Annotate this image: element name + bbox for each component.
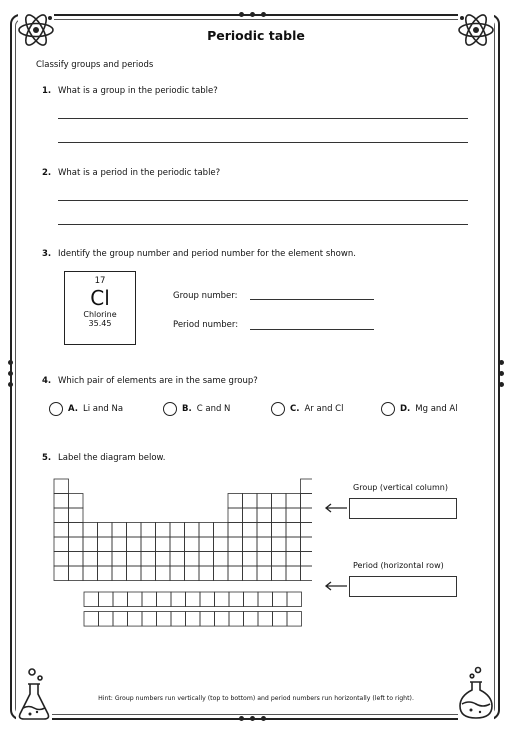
table-cell: [272, 494, 287, 509]
table-cell: [171, 592, 186, 607]
hint-text: Hint: Group numbers run vertically (top to bottom) and period numbers run horizontally (left to right).: [98, 695, 414, 702]
option-text: Li and Na: [82, 404, 124, 414]
table-cell: [229, 612, 244, 627]
table-cell: [228, 566, 243, 581]
table-cell: [112, 566, 127, 581]
periodic-table-diagram: [50, 476, 312, 636]
question-text: What is a group in the periodic table?: [58, 86, 218, 96]
table-cell: [257, 552, 272, 567]
table-cell: [199, 566, 214, 581]
table-cell: [128, 592, 143, 607]
table-cell: [99, 592, 114, 607]
table-cell: [170, 552, 185, 567]
table-cell: [156, 552, 171, 567]
table-cell: [185, 566, 200, 581]
table-cell: [69, 494, 84, 509]
table-cell: [128, 612, 143, 627]
table-cell: [214, 523, 229, 538]
question-text: Label the diagram below.: [58, 453, 166, 463]
table-cell: [141, 523, 156, 538]
table-cell: [272, 537, 287, 552]
table-cell: [301, 552, 313, 567]
table-cell: [98, 566, 113, 581]
table-cell: [69, 552, 84, 567]
question-number: 1.: [42, 86, 52, 96]
arrow-left-icon: [324, 580, 348, 592]
flask-icon: [12, 664, 56, 722]
table-cell: [214, 552, 229, 567]
table-cell: [215, 592, 230, 607]
table-cell: [243, 537, 258, 552]
table-cell: [185, 523, 200, 538]
answer-line[interactable]: [58, 224, 468, 225]
table-cell: [272, 566, 287, 581]
table-cell: [243, 494, 258, 509]
period-number-line[interactable]: [250, 329, 374, 330]
table-cell: [54, 494, 69, 509]
option-text: Ar and Cl: [304, 404, 344, 414]
option-text: Mg and Al: [415, 404, 458, 414]
period-answer-box[interactable]: [349, 576, 457, 597]
table-cell: [69, 537, 84, 552]
table-cell: [54, 479, 69, 494]
table-cell: [156, 537, 171, 552]
table-cell: [257, 566, 272, 581]
option-letter: A.: [68, 404, 78, 414]
table-cell: [286, 508, 301, 523]
table-cell: [69, 566, 84, 581]
table-cell: [141, 552, 156, 567]
table-cell: [185, 537, 200, 552]
table-cell: [112, 537, 127, 552]
radio-circle[interactable]: [49, 402, 63, 416]
table-cell: [186, 612, 201, 627]
right-dots: [499, 360, 504, 387]
table-cell: [257, 523, 272, 538]
table-cell: [127, 537, 142, 552]
table-cell: [243, 552, 258, 567]
table-cell: [244, 612, 259, 627]
table-cell: [170, 537, 185, 552]
atomic-number: 17: [94, 276, 106, 286]
table-cell: [170, 523, 185, 538]
table-cell: [54, 552, 69, 567]
question-1: [42, 86, 218, 96]
question-text: What is a period in the periodic table?: [58, 168, 221, 178]
table-cell: [113, 592, 128, 607]
table-cell: [243, 566, 258, 581]
element-name: Chlorine: [83, 310, 117, 319]
table-cell: [127, 566, 142, 581]
group-answer-box[interactable]: [349, 498, 457, 519]
table-cell: [157, 592, 172, 607]
table-cell: [272, 508, 287, 523]
table-cell: [257, 494, 272, 509]
table-cell: [113, 612, 128, 627]
group-number-label: Group number:: [173, 291, 238, 301]
table-cell: [127, 552, 142, 567]
option-letter: B.: [182, 404, 192, 414]
question-5: [42, 453, 165, 463]
table-cell: [170, 566, 185, 581]
table-cell: [228, 494, 243, 509]
bottom-dots: [239, 716, 266, 721]
table-cell: [228, 523, 243, 538]
subtitle: Classify groups and periods: [36, 60, 154, 70]
table-cell: [215, 612, 230, 627]
page-title: Periodic table: [207, 28, 305, 43]
table-cell: [272, 552, 287, 567]
table-cell: [84, 612, 99, 627]
table-cell: [98, 523, 113, 538]
table-cell: [301, 566, 313, 581]
table-cell: [199, 537, 214, 552]
table-cell: [301, 508, 313, 523]
table-cell: [112, 552, 127, 567]
table-cell: [98, 552, 113, 567]
table-cell: [244, 592, 259, 607]
table-cell: [127, 523, 142, 538]
option-letter: D.: [400, 404, 411, 414]
top-dots: [239, 12, 266, 17]
question-4: [42, 376, 258, 386]
element-card: [64, 271, 136, 345]
table-cell: [286, 552, 301, 567]
table-cell: [258, 612, 273, 627]
table-cell: [83, 552, 98, 567]
table-cell: [83, 523, 98, 538]
table-cell: [257, 508, 272, 523]
table-cell: [84, 592, 99, 607]
question-2: [42, 168, 220, 178]
table-cell: [287, 592, 302, 607]
table-cell: [243, 523, 258, 538]
radio-circle[interactable]: [163, 402, 177, 416]
group-number-line[interactable]: [250, 299, 374, 300]
table-cell: [243, 508, 258, 523]
element-symbol: Cl: [90, 286, 110, 310]
question-number: 2.: [42, 168, 52, 178]
table-cell: [157, 612, 172, 627]
table-cell: [272, 523, 287, 538]
table-cell: [301, 494, 313, 509]
table-cell: [142, 592, 157, 607]
table-cell: [54, 566, 69, 581]
table-cell: [83, 537, 98, 552]
answer-line[interactable]: [58, 142, 468, 143]
flask-icon: [454, 664, 498, 722]
table-cell: [286, 523, 301, 538]
answer-line[interactable]: [58, 200, 468, 201]
question-number: 3.: [42, 249, 52, 259]
table-cell: [142, 612, 157, 627]
table-cell: [273, 592, 288, 607]
question-3: [42, 249, 356, 259]
table-cell: [200, 612, 215, 627]
table-cell: [287, 612, 302, 627]
table-cell: [54, 537, 69, 552]
table-cell: [200, 592, 215, 607]
question-number: 4.: [42, 376, 52, 386]
table-cell: [186, 592, 201, 607]
table-cell: [171, 612, 186, 627]
table-cell: [286, 494, 301, 509]
table-cell: [141, 566, 156, 581]
option-text: C and N: [196, 404, 231, 414]
question-number: 5.: [42, 453, 52, 463]
table-cell: [273, 612, 288, 627]
table-cell: [156, 566, 171, 581]
table-cell: [214, 566, 229, 581]
table-cell: [185, 552, 200, 567]
table-cell: [98, 537, 113, 552]
atomic-mass: 35.45: [88, 319, 112, 328]
period-number-label: Period number:: [173, 320, 239, 330]
table-cell: [258, 592, 273, 607]
table-cell: [54, 523, 69, 538]
table-cell: [229, 592, 244, 607]
table-cell: [112, 523, 127, 538]
question-text: Identify the group number and period number for the element shown.: [58, 249, 356, 259]
table-cell: [301, 523, 313, 538]
table-cell: [199, 552, 214, 567]
table-cell: [228, 537, 243, 552]
radio-circle[interactable]: [381, 402, 395, 416]
table-cell: [69, 523, 84, 538]
table-cell: [228, 508, 243, 523]
table-cell: [69, 508, 84, 523]
table-cell: [54, 508, 69, 523]
left-dots: [8, 360, 13, 387]
table-cell: [83, 566, 98, 581]
period-label-text: Period (horizontal row): [353, 561, 444, 570]
radio-circle[interactable]: [271, 402, 285, 416]
table-cell: [257, 537, 272, 552]
group-label-text: Group (vertical column): [353, 483, 448, 492]
table-cell: [301, 537, 313, 552]
table-cell: [286, 537, 301, 552]
option-b[interactable]: [163, 402, 230, 416]
question-text: Which pair of elements are in the same group?: [58, 376, 258, 386]
option-d[interactable]: [381, 402, 458, 416]
table-cell: [228, 552, 243, 567]
answer-line[interactable]: [58, 118, 468, 119]
option-letter: C.: [290, 404, 300, 414]
table-cell: [286, 566, 301, 581]
table-cell: [156, 523, 171, 538]
option-c[interactable]: [271, 402, 343, 416]
option-a[interactable]: [49, 402, 123, 416]
table-cell: [141, 537, 156, 552]
table-cell: [99, 612, 114, 627]
table-cell: [301, 479, 313, 494]
arrow-left-icon: [324, 502, 348, 514]
table-cell: [214, 537, 229, 552]
table-cell: [199, 523, 214, 538]
